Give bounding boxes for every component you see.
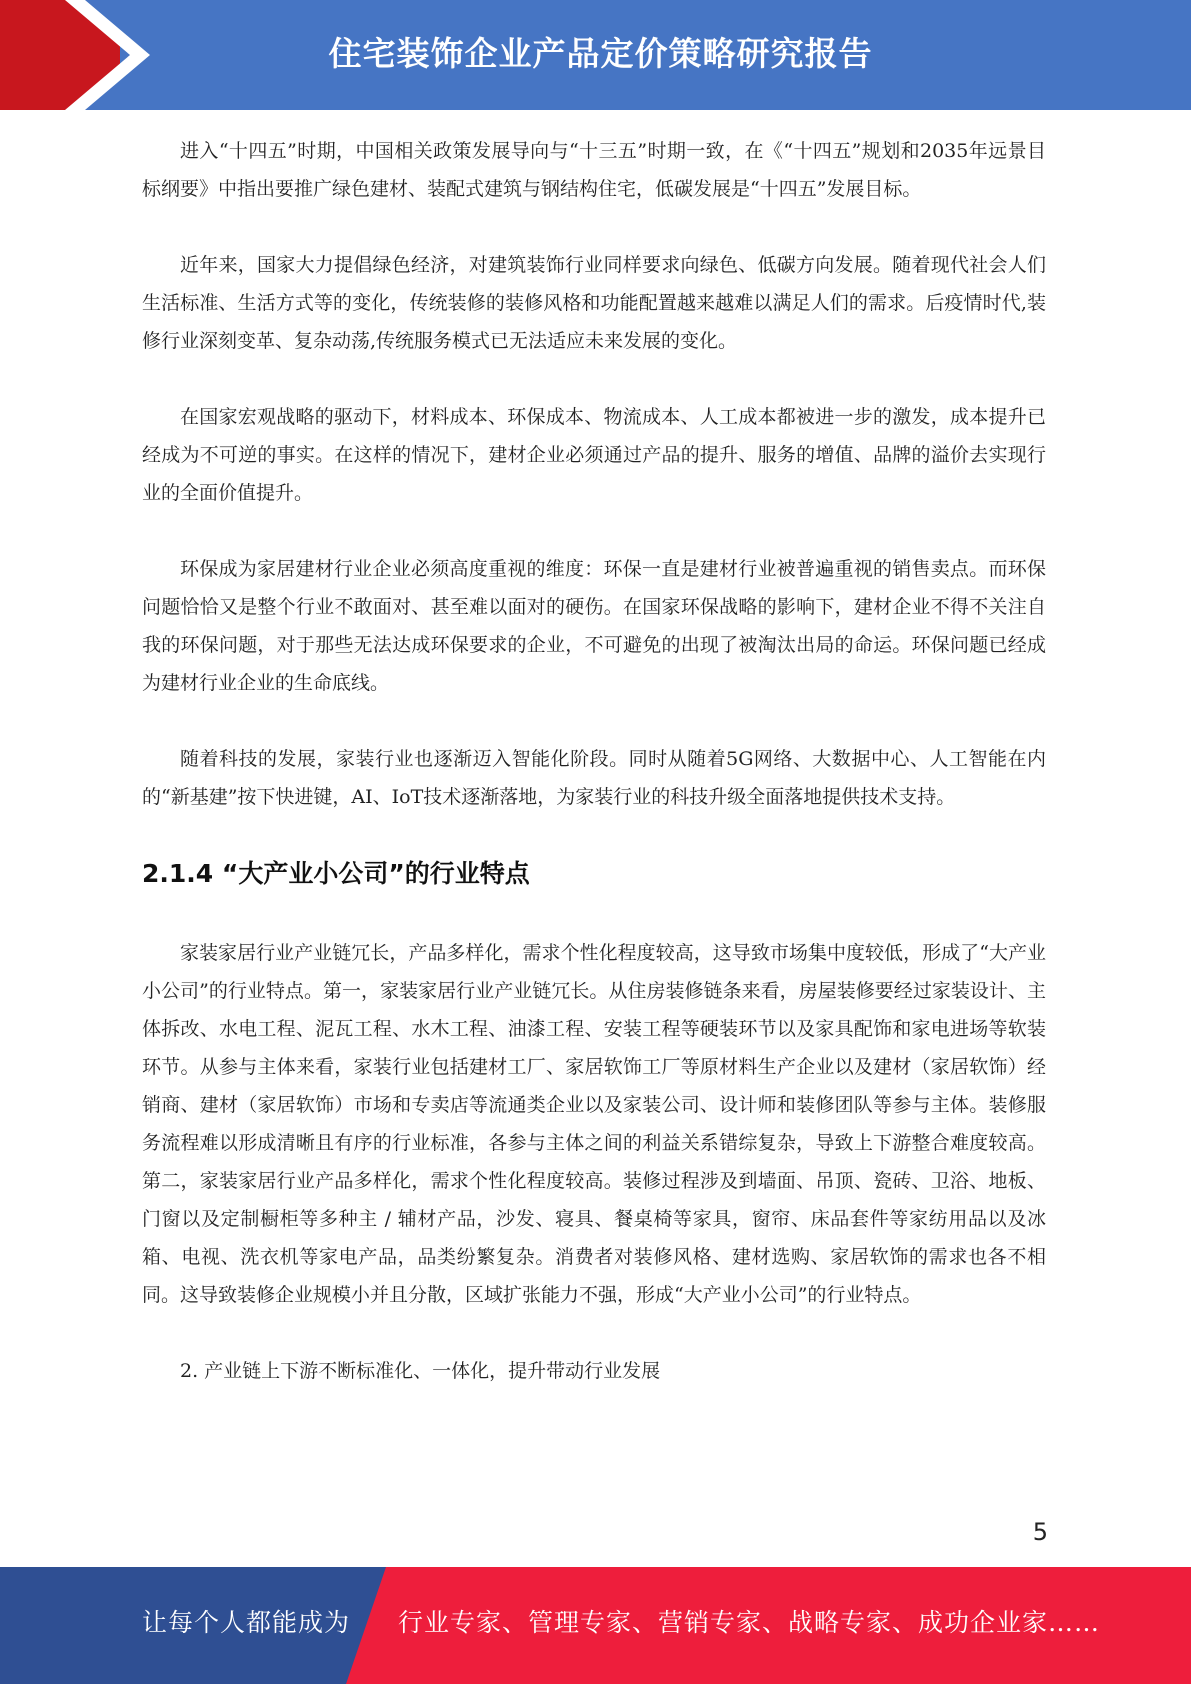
paragraph-2: 近年来，国家大力提倡绿色经济，对建筑装饰行业同样要求向绿色、低碳方向发展。随着现代社会人们生活标准、生活方式等的变化，传统装修的装修风格和功能配置越来越难以满足人们的需求。后疫情时代,装修行业深刻变革、复杂动荡,传统服务模式已无法适应未来发展的变化。 bbox=[142, 254, 1046, 352]
footer-slogan-right: 行业专家、管理专家、营销专家、战略专家、成功企业家…… bbox=[398, 1608, 1101, 1637]
list-item: 2. 产业链上下游不断标准化、一体化，提升带动行业发展 bbox=[180, 1360, 661, 1382]
document-body bbox=[142, 132, 1046, 1390]
paragraph-3: 在国家宏观战略的驱动下，材料成本、环保成本、物流成本、人工成本都被进一步的激发，成本提升已经成为不可逆的事实。在这样的情况下，建材企业必须通过产品的提升、服务的增值、品牌的溢价去实现行业的全面价值提升。 bbox=[142, 406, 1046, 504]
header-title: 住宅装饰企业产品定价策略研究报告 bbox=[328, 34, 873, 73]
paragraph-5: 随着科技的发展，家装行业也逐渐迈入智能化阶段。同时从随着5G网络、大数据中心、人工智能在内的“新基建”按下快进键，AI、IoT技术逐渐落地，为家装行业的科技升级全面落地提供技术支持。 bbox=[142, 748, 1046, 808]
section-heading: 2.1.4 “大产业小公司”的行业特点 bbox=[142, 859, 530, 888]
page-footer bbox=[0, 1567, 1191, 1684]
paragraph-1: 进入“十四五”时期，中国相关政策发展导向与“十三五”时期一致，在《“十四五”规划和2035年远景目标纲要》中指出要推广绿色建材、装配式建筑与钢结构住宅，低碳发展是“十四五”发展目标。 bbox=[142, 140, 1046, 200]
page-number: 5 bbox=[1032, 1518, 1048, 1546]
section-body: 家装家居行业产业链冗长，产品多样化，需求个性化程度较高，这导致市场集中度较低，形成了“大产业小公司”的行业特点。第一，家装家居行业产业链冗长。从住房装修链条来看，房屋装修要经过家装设计、主体拆改、水电工程、泥瓦工程、水木工程、油漆工程、安装工程等硬装环节以及家具配饰和家电进场等软装环节。从参与主体来看，家装行业包括建材工厂、家居软饰工厂等原材料生产企业以及建材（家居软饰）经销商、建材（家居软饰）市场和专卖店等流通类企业以及家装公司、设计师和装修团队等参与主体。装修服务流程难以形成清晰且有序的行业标准，各参与主体之间的利益关系错综复杂，导致上下游整合难度较高。第二，家装家居行业产品多样化，需求个性化程度较高。装修过程涉及到墙面、吊顶、瓷砖、卫浴、地板、门窗以及定制橱柜等多种主 / 辅材产品，沙发、寝具、餐桌椅等家具，窗帘、床品套件等家纺用品以及冰箱、电视、洗衣机等家电产品，品类纷繁复杂。消费者对装修风格、建材选购、家居软饰的需求也各不相同。这导致装修企业规模小并且分散，区域扩张能力不强，形成“大产业小公司”的行业特点。 bbox=[142, 942, 1046, 1306]
footer-slogan-left: 让每个人都能成为 bbox=[142, 1608, 351, 1637]
page-header bbox=[0, 0, 1191, 110]
paragraph-4: 环保成为家居建材行业企业必须高度重视的维度：环保一直是建材行业被普遍重视的销售卖点。而环保问题恰恰又是整个行业不敢面对、甚至难以面对的硬伤。在国家环保战略的影响下，建材企业不得不关注自我的环保问题，对于那些无法达成环保要求的企业，不可避免的出现了被淘汰出局的命运。环保问题已经成为建材行业企业的生命底线。 bbox=[142, 558, 1046, 694]
